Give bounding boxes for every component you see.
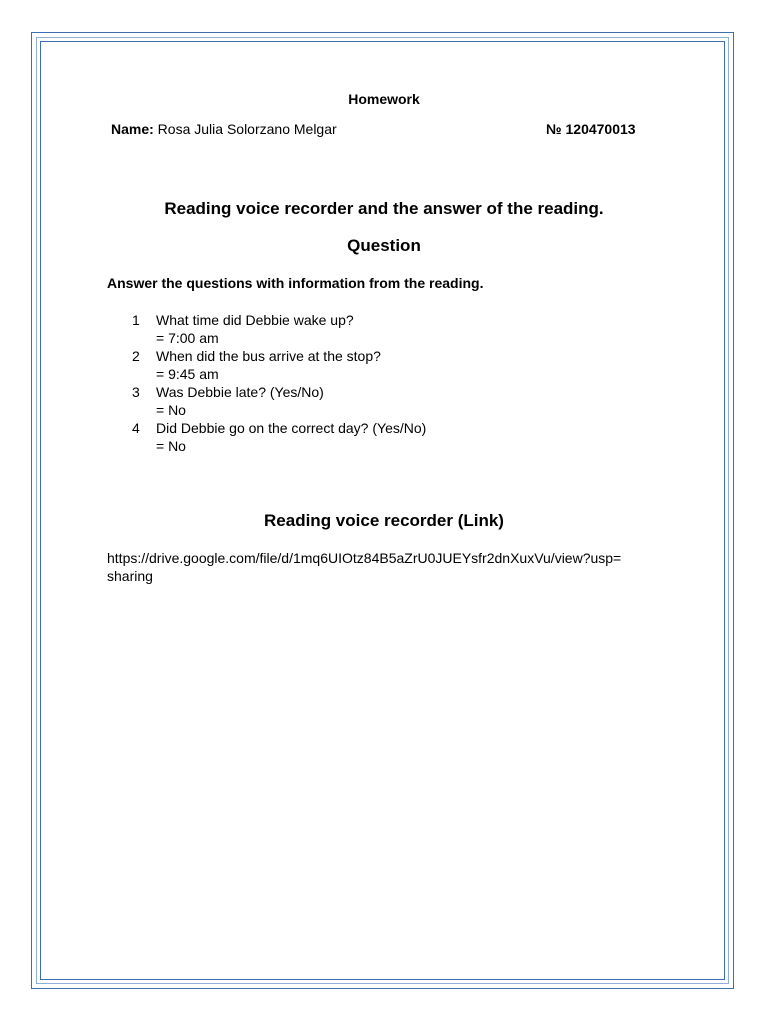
question-number: 4 — [132, 420, 140, 436]
main-heading: Reading voice recorder and the answer of the reading. — [164, 199, 604, 218]
question-number: 2 — [132, 348, 140, 364]
answer-text: = No — [156, 402, 186, 418]
list-item — [132, 311, 426, 347]
answer-text: = 7:00 am — [156, 330, 219, 346]
question-number: 1 — [132, 312, 140, 328]
question-text: When did the bus arrive at the stop? — [156, 348, 381, 364]
recording-link-line-1[interactable]: https://drive.google.com/file/d/1mq6UIOtz84B5aZrU0JUEYsfr2dnXuxVu/view?usp= — [107, 550, 622, 566]
document-title: Homework — [348, 91, 420, 107]
student-name-row — [111, 121, 337, 137]
student-number: № 120470013 — [546, 121, 636, 137]
recording-link[interactable] — [107, 549, 677, 585]
link-heading: Reading voice recorder (Link) — [264, 511, 504, 530]
name-value: Rosa Julia Solorzano Melgar — [153, 121, 337, 137]
question-text: Did Debbie go on the correct day? (Yes/No) — [156, 420, 427, 436]
list-item — [132, 383, 426, 419]
question-list — [132, 311, 426, 455]
list-item — [132, 419, 426, 455]
answer-text: = No — [156, 438, 186, 454]
question-text: Was Debbie late? (Yes/No) — [156, 384, 324, 400]
name-label: Name: — [111, 121, 154, 137]
answer-text: = 9:45 am — [156, 366, 219, 382]
question-text: What time did Debbie wake up? — [156, 312, 354, 328]
list-item — [132, 347, 426, 383]
instructions: Answer the questions with information from the reading. — [107, 275, 484, 291]
question-heading: Question — [347, 236, 421, 255]
recording-link-line-2[interactable]: sharing — [107, 568, 153, 584]
question-number: 3 — [132, 384, 140, 400]
